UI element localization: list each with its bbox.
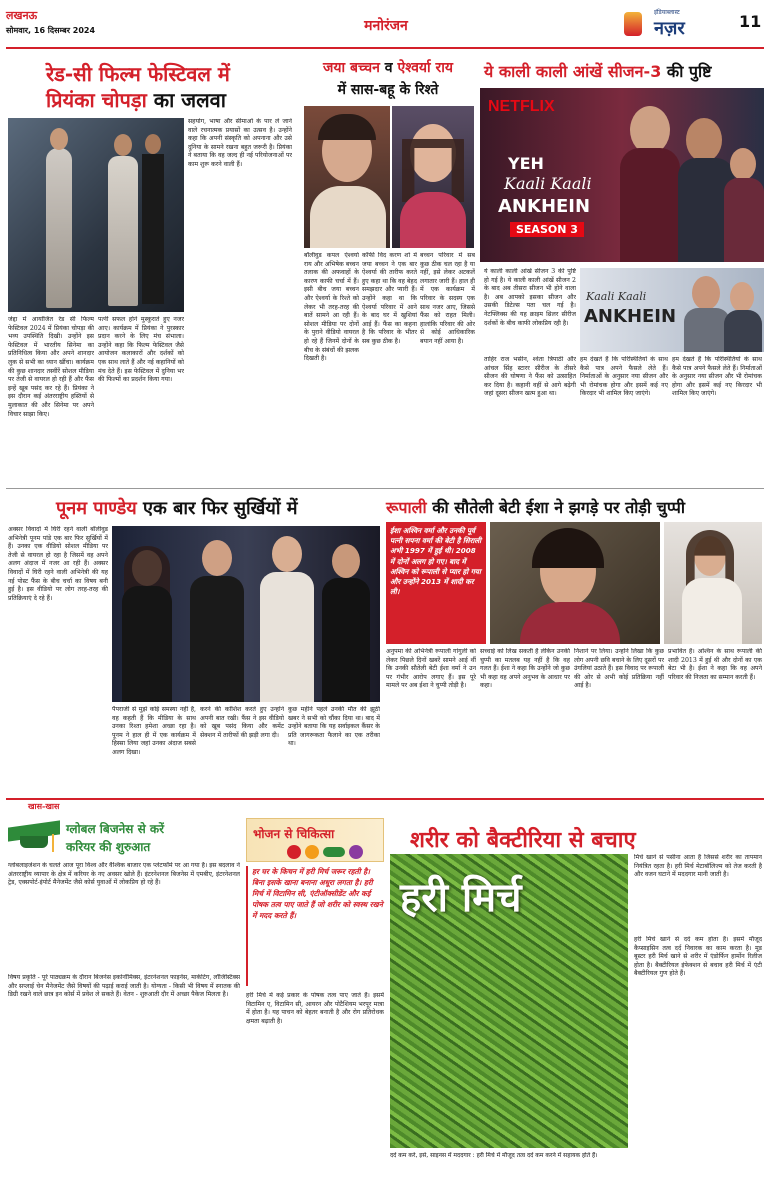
story4-col1: अक्सर विवादों में घिरी रहने वाली बॉलीवुड अभिनेत्री पूनम पांडे एक बार फिर सुर्खियों में हैं। उनका एक वीडियो सोशल मीडिया पर तेजी से वायरल हो रहा है जिसमें वह अपने अलग अंदाज में नजर आ रही हैं। अक्सर विवादों में घिरी रहने वाली अभिनेत्री की यह नई पोस्ट फैंस के बीच चर्चा का विषय बनी हुई है। इस वीडियो पर लोग तरह-तरह की प्रतिक्रियाएं दे रहे हैं। [8,526,108,602]
story6-col2: विषय प्रकृति - पूरे पाठ्यक्रम के दौरान बिजनेस इकोनॉमिक्स, इंटरनेशनल फाइनेंस, मार्केटिंग, लॉजिस्टिक्स और सप्लाई चेन मैनेजमेंट जैसे विषयों की पढ़ाई कराई जाती है। योग्यता - किसी भी विषय में स्नातक की डिग्री रखने वाले छात्र इन कोर्स में प्रवेश ले सकते हैं। वेतन - शुरुआती दौर में अच्छा पैकेज मिलता है। [8,974,240,999]
poster-title-kaali: Kaali Kaali [504,174,592,193]
banner-box [246,818,384,862]
headline-red: ये काली काली आंखें सीजन-3 [484,62,662,81]
series-poster-2 [580,268,764,352]
headline-line1 [300,58,476,77]
story-food-therapy [246,814,386,1174]
story-priyanka [6,54,296,484]
series-poster [480,88,764,262]
story4-col2: पैपराजी से मुझे कोई समस्या नहीं है, वह कहती हैं कि मीडिया के साथ उनका रिश्ता हमेशा अच्छा रहा है। पूनम ने हाल ही में एक कार्यक्रम में हिस्सा लिया जहां उनका अंदाज सबसे अलग दिखा। [112,706,196,756]
headline-tail: की पुष्टि [666,62,712,81]
headline [386,496,685,518]
headline-name: प्रियंका चोपड़ा [46,88,147,112]
brand-small: इंडियाब्लास्ट [654,9,680,16]
quote-text: हर घर के किचन में हरी मिर्च जरूर रहती है। बिना इसके खाना बनाना अधूरा लगता है। हरी मिर्च में विटामिन सी, एंटीऑक्सीडेंट और कई पोषक तत्व पाए जाते हैं जो शरीर को स्वस्थ रखने में मदद करते हैं। [252,867,383,920]
headline-line1: ग्लोबल बिजनेस से करें [66,822,165,836]
poster2-title-ankhein: ANKHEIN [584,306,677,327]
story3-col3: हम देखते हैं कि परिस्थितियों के साथ कैसे पात्र अपने फैसले लेते हैं। निर्माताओं के अनुसार नया सीजन और भी रोमांचक होगा और इसमें कई नए किरदार भी शामिल किए जाएंगे। [580,356,668,398]
brand-logo: नज़र [654,18,685,39]
poster-season: SEASON 3 [510,222,584,237]
story-kaali-ankhein [480,54,764,484]
poster-title-ankhein: ANKHEIN [498,196,591,217]
headline-line2 [46,86,226,113]
story7-col: हरी मिर्च में कई प्रकार के पोषक तत्व पाए जाते हैं। इसमें विटामिन ए, विटामिन सी, आयरन और पोटैशियम भरपूर मात्रा में होता है। यह पाचन को बेहतर बनाती है और रोग प्रतिरोधक क्षमता बढ़ाती है। [246,992,384,1025]
story1-col3: सहयोग, भाषा और सीमाओं के पार ले जाने वाले रचनात्मक प्रयासों का उत्सव है। उन्होंने कहा कि अपनी संस्कृति को अपनाना और उसे दुनिया के सामने रखना बहुत जरूरी है। प्रियंका ने बताया कि वह जल्द ही नई परियोजनाओं पर काम शुरू करने वाली हैं। [188,118,292,168]
masthead-rule [6,47,764,49]
netflix-logo: NETFLIX [488,98,555,115]
headline-line1: रेड-सी फिल्म फेस्टिवल में [46,62,230,86]
date-label: सोमवार, 16 दिसम्बर 2024 [6,26,96,35]
callout-text: ईशा अश्विन वर्मा और उनकी पूर्व पत्नी सपना वर्मा की बेटी है सिराली अभी 1997 में हुई थी। 2008 में दोनों अलग हो गए। बाद में अश्विन को रूपाली से प्यार हो गया और उन्होंने 2013 में शादी कर ली। [390,526,482,597]
story-green-chilli [390,814,764,1174]
headline-line2: करियर की शुरुआत [66,840,151,854]
khas-band [6,798,764,812]
quote-box [246,866,384,986]
headline-and: व [384,60,393,76]
story-jaya-aishwarya [300,54,476,484]
headline [484,60,762,82]
vegetables-icon [287,843,377,859]
chilli-title: हरी मिर्च [400,875,522,921]
headline-red: पूनम पाण्डेय [56,498,137,519]
headline: शरीर को बैक्टीरिया से बचाए [410,828,636,853]
story-poonam [6,492,382,792]
food-banner-title: भोजन से चिकित्सा [253,827,335,841]
poster-title-yeh: YEH [508,154,544,173]
headline-tail: का जलवा [153,88,226,112]
headline [56,496,298,520]
khas-label: खास-खास [24,801,63,812]
story4-col4: कुछ महीने पहले उनकी मौत की झूठी खबर ने सभी को चौंका दिया था। बाद में उन्होंने बताया कि यह सर्वाइकल कैंसर के प्रति जागरूकता फैलाने का एक तरीका था। [288,706,380,748]
story3-col2: ताहिर राज भसीन, श्वेता त्रिपाठी और आंचल सिंह स्टारर सीरीज के तीसरे सीजन की घोषणा ने फैंस को उत्साहित कर दिया है। कहानी वहीं से आगे बढ़ेगी जहां दूसरा सीजन खत्म हुआ था। [484,356,576,398]
isha-photo [664,522,762,644]
headline-tail: एक बार फिर सुर्खियों में [143,498,298,519]
headline-aishwarya: ऐश्वर्या राय [397,60,454,76]
priyanka-photo [8,118,184,312]
story1-col1: जेद्दा में आयोजित रेड सी फिल्म फेस्टिवल 2024 में प्रियंका चोपड़ा की भव्य उपस्थिति दिखी। उन्होंने इस फेस्टिवल में भारतीय सिनेमा का प्रतिनिधित्व किया और अपने शानदार लुक से सभी का ध्यान खींचा। कार्यक्रम की कुछ शानदार तस्वीरें सोशल मीडिया पर तेजी से वायरल हो रही हैं और फैंस इन्हें खूब पसंद कर रहे हैं। प्रियंका ने इस दौरान कई अंतरराष्ट्रीय हस्तियों से मुलाकात की और सिनेमा पर अपने विचार साझा किए। [8,316,94,418]
rupali-photo [490,522,660,644]
story6-col1: ग्लोबलाइजेशन के चलते आज पूरा विश्व और वैश्विक बाजार एक प्लेटफॉर्म पर आ गया है। इस बदलाव ने अंतरराष्ट्रीय व्यापार के क्षेत्र में करियर के नए अवसर खोले हैं। इंटरनेशनल बिजनेस में एमबीए, इंटरनेशनल ट्रेड, एक्सपोर्ट-इंपोर्ट मैनेजमेंट जैसे कोर्स युवाओं में लोकप्रिय हो रहे हैं। [8,862,240,887]
story5-col3: निशाने पर लिया। उन्होंने लिखा कि कुछ लोग अपनी छवि बचाने के लिए दूसरों पर उंगलियां उठाते हैं। इस विवाद पर रूपाली की ओर से अभी कोई प्रतिक्रिया नहीं आई है। [574,648,664,690]
story2-col2: कॉफी विद करण शो में जया बच्चन ने एक बार ऐश्वर्या की तारीफ करते हुए कहा था कि वह बेहद समझदार और प्यारी हैं। उन्होंने कहा था कि ऐश्वर्या परिवार में आने के बाद घर में खुशियां आई हैं। फैंस का कहना है कि परिवार के भीतर सब कुछ ठीक है। [362,252,417,345]
headline-jaya: जया बच्चन [322,60,380,76]
story4-col3: करने की कोशिश करते हुए उन्होंने अपनी बात रखी। फैंस ने इस वीडियो को खूब पसंद किया और कमेंट सेक्शन में तारीफों की झड़ी लगा दी। [200,706,284,739]
headline-line2: में सास-बहू के रिश्ते [337,82,439,98]
emblem-icon [624,12,642,36]
graduation-cap-icon [8,820,60,854]
story5-col4: प्रभावित है। अश्विन के साथ रूपाली की शादी 2013 में हुई थी और दोनों का एक बेटा भी है। ईशा ने कहा कि वह अपने परिवार की निजता का सम्मान करती हैं। [668,648,762,681]
story5-col2: सच्चाई को लिख सकती है लेकिन उनकी चुप्पी का मतलब यह नहीं है कि वह गलत हैं। ईशा ने कहा कि उन्होंने जो कुछ भी कहा वह अपने अनुभव के आधार पर कहा। [480,648,570,690]
story3-col4: हम देखते हैं कि परिस्थितियों के साथ कैसे पात्र अपने फैसले लेते हैं। निर्माताओं के अनुसार नया सीजन और भी रोमांचक होगा और इसमें कई नए किरदार भी शामिल किए जाएंगे। [672,356,762,398]
story8-col2: हरी मिर्च खाने से दर्द कम होता है। इसमें मौजूद कैप्साइसिन तत्व दर्द निवारक का काम करता है। मूड बूस्टर हरी मिर्च खाने से शरीर में एंडोर्फिन हार्मोन रिलीज होता है। बैक्टीरियल इंफेक्शन से बचाव हरी मिर्च में एंटी बैक्टीरियल गुण होते हैं। [634,936,762,978]
story2-col1: बॉलीवुड कपल ऐश्वर्या राय और अभिषेक बच्चन तलाक की अफवाहों के कारण काफी चर्चा में हैं। इसी बीच जया बच्चन और ऐश्वर्या के रिश्ते को लेकर भी तरह-तरह की बातें सामने आ रही हैं। सोशल मीडिया पर दोनों के पुराने वीडियो वायरल हो रहे हैं जिनमें दोनों के बीच के संबंधों की झलक दिखती है। [304,252,359,363]
aishwarya-photo [392,106,474,248]
city-label: लखनऊ [6,9,38,22]
story-global-business [6,814,242,1174]
chilli-caption: दर्द कम करे, इसे, साइनस में मददगार : हरी मिर्च में मौजूद तत्व दर्द कम करने में सहायक होते हैं। [390,1152,598,1159]
story-rupali [386,492,764,792]
section-title: मनोरंजन [364,18,408,34]
callout-box [386,522,486,644]
page-number: 11 [739,12,762,31]
poonam-photo [112,526,380,702]
jaya-photo [304,106,390,248]
divider-top [6,488,764,489]
chilli-photo [390,854,628,1148]
story3-col1: ये काली काली आंखें सीजन 3 की पुष्टि हो गई है। ये काली काली आंखें सीजन 2 के बाद अब तीसरा सीजन भी होने वाला है। अब आपको इसका सीजन और उसकी डिटेल्स पता चल गई है। नेटफ्लिक्स की यह क्राइम थ्रिलर सीरीज दर्शकों के बीच काफी लोकप्रिय रही है। [484,268,576,327]
story2-col3: बच्चन परिवार में सब कुछ ठीक चल रहा है या नहीं, इसे लेकर अटकलें लगातार जारी हैं। हाल ही में एक कार्यक्रम में परिवार के सदस्य एक साथ नजर आए, जिससे फैंस को राहत मिली। हालांकि परिवार की ओर से कोई आधिकारिक बयान नहीं आया है। [420,252,475,345]
story1-col2: पत्नी सफल होने मुस्कुराते हुए नजर आए। कार्यक्रम में प्रियंका ने पुरस्कार प्रदान करने के लिए मंच संभाला। उन्होंने कहा कि फिल्म फेस्टिवल जैसे आयोजन कलाकारों और दर्शकों को एक साथ लाते हैं और नई कहानियों को मंच देते हैं। इस फेस्टिवल में दुनिया भर की फिल्मों का प्रदर्शन किया गया। [98,316,184,384]
masthead [6,6,764,46]
story8-col1: मिर्च खाने से पसीना आता है जिससे शरीर का तापमान नियंत्रित रहता है। हरी मिर्च मेटाबॉलिज्म को तेज करती है और वजन घटाने में मददगार मानी जाती है। [634,854,762,879]
headline-red: रूपाली [386,498,427,517]
poster2-title-kaali: Kaali Kaali [586,290,647,303]
headline-tail: की सौतेली बेटी ईशा ने झगड़े पर तोड़ी चुप्पी [432,498,685,517]
story5-col1: अनुपमा की अभिनेत्री रूपाली गांगुली को लेकर पिछले दिनों खबरें सामने आई थीं कि उनकी सौतेली बेटी ईशा वर्मा ने उन पर गंभीर आरोप लगाए हैं। इस पूरे मामले पर अब ईशा ने चुप्पी तोड़ी है। [386,648,476,690]
